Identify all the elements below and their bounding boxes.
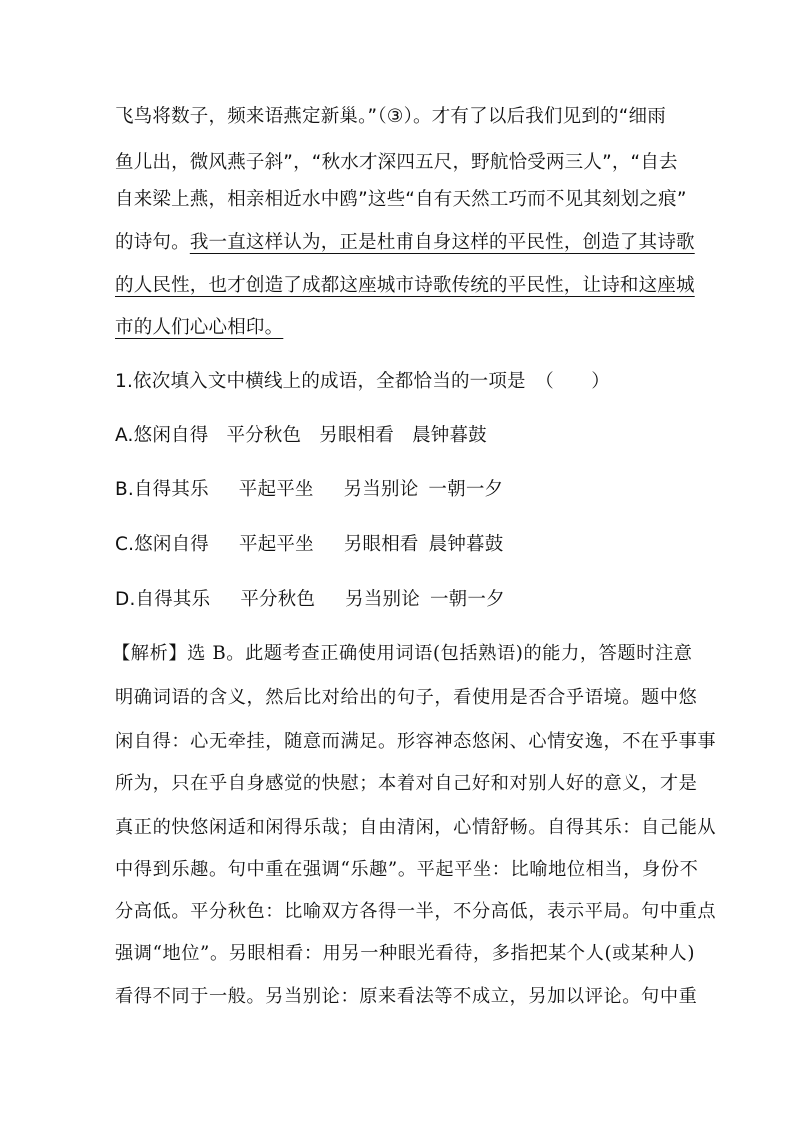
option-a-word-1: 悠闲自得 <box>133 425 209 446</box>
analysis-line-2: 明确词语的含义，然后比对给出的句子，看使用是否合乎语境。题中悠 <box>115 687 698 708</box>
passage-line-2: 鱼儿出，微风燕子斜”，“秋水才深四五尺，野航恰受两三人”，“自去 <box>115 152 678 173</box>
underlined-sentence-part-3: 市的人们心心相印。 <box>115 317 284 338</box>
analysis-line-7: 分高低。平分秋色：比喻双方各得一半，不分高低，表示平局。句中重点 <box>115 901 717 922</box>
option-c-word-2: 平起平坐 <box>239 534 314 555</box>
option-a <box>115 423 487 449</box>
option-d <box>115 587 505 613</box>
option-a-word-4: 晨钟暮鼓 <box>412 425 487 446</box>
passage-line-4-plain: 的诗句。 <box>115 232 190 253</box>
option-c-label: C. <box>115 534 135 555</box>
option-c-word-4: 晨钟暮鼓 <box>428 534 504 555</box>
passage-line-1: 飞鸟将数子，频来语燕定新巢。”（③）。才有了以后我们见到的“细雨 <box>115 106 666 127</box>
underlined-sentence-part-1: 我一直这样认为，正是杜甫自身这样的平民性，创造了其诗歌 <box>189 232 695 253</box>
analysis-line-4: 所为，只在乎自身感觉的快慰；本着对自己好和对别人好的意义，才是 <box>115 773 698 794</box>
analysis-line-3: 闲自得：心无牵挂，随意而满足。形容神态悠闲、心情安逸，不在乎事事 <box>115 731 717 752</box>
analysis-line-8: 强调“地位”。另眼相看：用另一种眼光看待，多指把某个人(或某种人) <box>115 943 696 964</box>
passage-line-3: 自来梁上燕，相亲相近水中鸥”这些“自有天然工巧而不见其刻划之痕” <box>115 189 687 210</box>
option-d-label: D. <box>115 589 136 610</box>
option-d-word-2: 平分秋色 <box>240 589 316 610</box>
option-b-word-2: 平起平坐 <box>238 479 314 500</box>
question-stem: 1.依次填入文中横线上的成语，全都恰当的一项是 （ ） <box>115 371 611 392</box>
analysis-line-9: 看得不同于一般。另当别论：原来看法等不成立，另加以评论。句中重 <box>115 986 698 1007</box>
option-a-word-2: 平分秋色 <box>226 425 302 446</box>
option-c <box>115 532 503 558</box>
option-b-word-4: 一朝一夕 <box>428 479 504 500</box>
option-a-label: A. <box>115 425 134 446</box>
option-a-word-3: 另眼相看 <box>319 425 395 446</box>
analysis-line-6: 中得到乐趣。句中重在强调“乐趣”。平起平坐：比喻地位相当，身份不 <box>115 859 699 880</box>
option-b <box>115 477 503 503</box>
option-b-label: B. <box>115 479 134 500</box>
option-c-word-3: 另眼相看 <box>343 534 419 555</box>
option-b-word-1: 自得其乐 <box>133 479 209 500</box>
analysis-line-1: 【解析】选 B。此题考查正确使用词语(包括熟语)的能力，答题时注意 <box>112 643 693 664</box>
option-c-word-1: 悠闲自得 <box>134 534 210 555</box>
option-b-word-3: 另当别论 <box>343 479 419 500</box>
option-d-word-1: 自得其乐 <box>135 589 211 610</box>
underlined-sentence-part-2: 的人民性，也才创造了成都这座城市诗歌传统的平民性，让诗和这座城 <box>115 275 695 296</box>
option-d-word-3: 另当别论 <box>345 589 420 610</box>
analysis-line-5: 真正的快悠闲适和闲得乐哉；自由清闲，心情舒畅。自得其乐：自己能从 <box>115 817 717 838</box>
option-d-word-4: 一朝一夕 <box>429 589 505 610</box>
passage-line-4 <box>115 230 695 256</box>
